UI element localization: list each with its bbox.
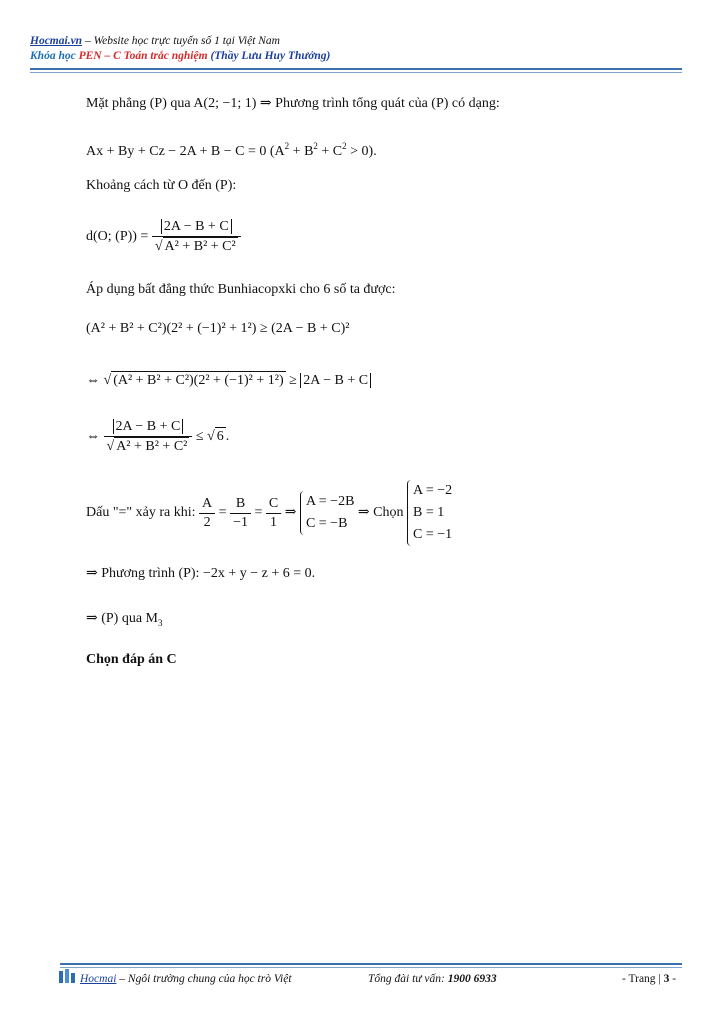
choice-brace: A = −2 B = 1 C = −1 [407,480,452,546]
system-brace: A = −2B C = −B [300,491,354,535]
line-general-equation: Ax + By + Cz − 2A + B − C = 0 $(A^2 + B^2 + C^2 > 0)$. [86,141,377,159]
page-header [30,34,330,64]
footer-divider-thin [60,967,682,968]
line-inequality-2: ⇔ √ (A² + B² + C²)(2² + (−1)² + 1²) ≥ 2A − B + C [86,371,371,390]
line-bunhiacopxki-intro: Áp dụng bất đẳng thức Bunhiacopxki cho 6 số ta được: [86,282,396,297]
line-inequality-3: ⇔ $\frac{2A - B + C}{\text{√ A² + B² + C²}}$ ≤ √ 6 . [86,419,230,454]
answer-line: Chọn đáp án C [86,652,177,667]
site-description: – Website học trực tuyến số 1 tại Việt Nam [82,35,280,47]
line-plane-intro: Mặt phẳng (P) qua A(2; −1; 1) ⇒ Phương trình tổng quát của (P) có dạng: [86,96,500,111]
site-link[interactable]: Hocmai.vn [30,35,83,47]
footer-divider [60,963,682,965]
hocmai-logo-icon [58,968,76,984]
footer-hotline: Tổng đài tư vấn: 1900 6933 [368,973,497,985]
page-number: - Trang | 3 - [622,973,677,985]
line-passes-through: ⇒ (P) qua $M_3$ [86,611,163,628]
header-divider-thin [30,72,682,73]
line-distance-intro: Khoảng cách từ O đến (P): [86,178,237,193]
course-title: Khóa học PEN – C Toán trắc nghiệm (Thầy Lưu Huy Thưởng) [30,50,331,62]
footer-brand-link[interactable]: Hocmai [80,973,117,985]
line-inequality-1: (A² + B² + C²)(2² + (−1)² + 1²) ≥ (2A − B + C)² [86,321,350,336]
line-distance-formula: d(O; (P)) = $\frac{2A - B + C}{\text{√ A² + B² + C²}}$ [86,218,241,256]
line-plane-equation: ⇒ Phương trình (P): −2x + y − z + 6 = 0. [86,566,316,581]
header-divider [30,68,682,70]
footer-slogan: Hocmai – Ngôi trường chung của học trò Việt [80,973,292,985]
line-equality-condition: Dấu "=" xảy ra khi: $\frac{A}{2}$ = $\frac{B}{-1}$ = $\frac{C}{1}$ ⇒ A = −2B C = −B ⇒ Chọn A = −2 B = 1 C = −1 [86,480,452,546]
